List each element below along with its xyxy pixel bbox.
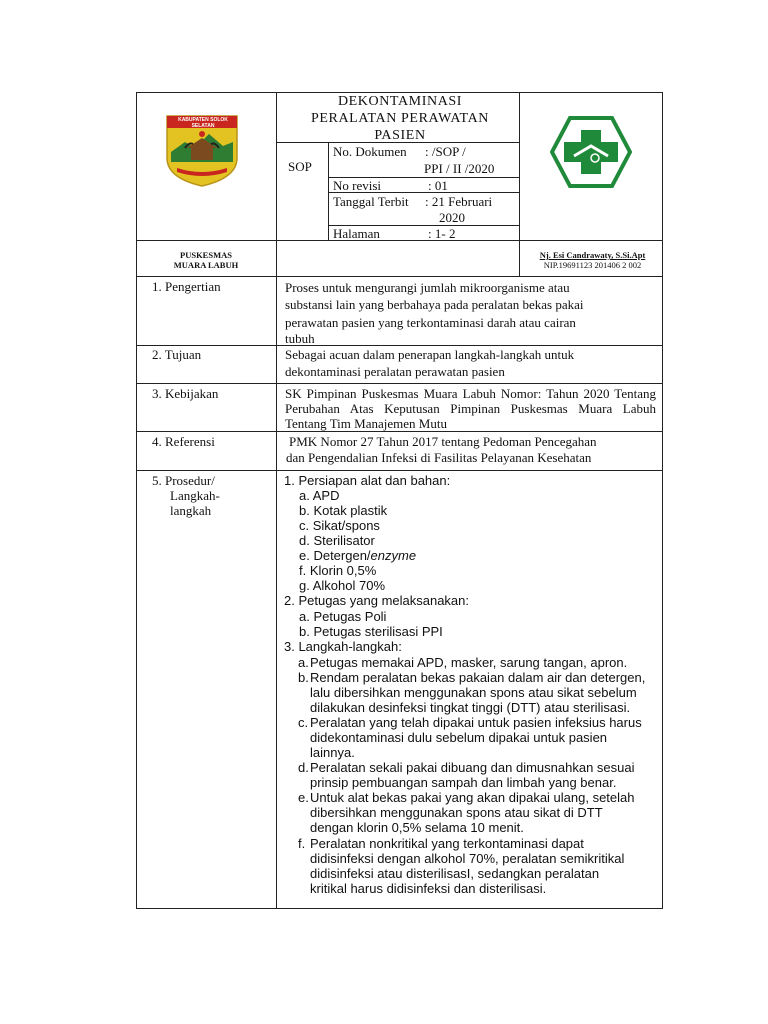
- document-title: [282, 93, 518, 144]
- pengertian-line: Proses untuk mengurangi jumlah mikroorganisme atau: [285, 280, 570, 295]
- step-line: lainnya.: [310, 745, 355, 760]
- tanggal-terbit-value-2: 2020: [439, 210, 465, 225]
- logo-caption: KABUPATEN SOLOK SELATAN: [178, 117, 228, 129]
- referensi-label: 4. Referensi: [152, 434, 215, 449]
- step-marker: c.: [298, 715, 309, 730]
- bahan-item: [299, 548, 416, 563]
- step-line: lalu dibersihkan menggunakan spons atau sikat sebelum: [310, 685, 637, 700]
- step-marker: a.: [298, 655, 309, 670]
- pengertian-label: 1. Pengertian: [152, 279, 221, 294]
- signer-nip: NIP.19691123 201406 2 002: [543, 260, 642, 270]
- bahan-item: b. Kotak plastik: [299, 503, 388, 518]
- bahan-item: a. APD: [299, 488, 340, 503]
- step-line: Peralatan nonkritikal yang terkontaminasi dapat: [310, 836, 584, 851]
- bahan-item-text: e. Detergen/: [299, 548, 371, 563]
- step-line: didekontaminasi dulu sebelum dipakai untuk pasien: [310, 730, 608, 745]
- step-line: didisinfeksi dengan alkohol 70%, peralatan semikritikal: [310, 851, 625, 866]
- halaman-value: : 1- 2: [428, 226, 456, 241]
- signer-block: [525, 250, 660, 270]
- puskesmas-title: PUSKESMAS: [180, 250, 232, 260]
- prosedur-heading-2: 2. Petugas yang melaksanakan:: [284, 593, 470, 608]
- prosedur-label-3: langkah: [170, 503, 212, 518]
- bahan-item: d. Sterilisator: [299, 533, 375, 548]
- step-line: Peralatan sekali pakai dibuang dan dimusnahkan sesuai: [310, 760, 635, 775]
- no-dokumen-label: No. Dokumen: [333, 144, 407, 159]
- enzyme-text: enzyme: [370, 548, 417, 563]
- tujuan-line: Sebagai acuan dalam penerapan langkah-langkah untuk: [285, 347, 575, 362]
- tujuan-label: 2. Tujuan: [152, 347, 202, 362]
- tanggal-terbit-value: : 21 Februari: [425, 194, 493, 209]
- step-line: Rendam peralatan bekas pakaian dalam air dan detergen,: [310, 670, 646, 685]
- step-line: dibersihkan menggunakan spons atau sikat di DTT: [310, 805, 603, 820]
- no-revisi-label: No revisi: [333, 178, 382, 193]
- puskesmas-label: [156, 250, 256, 270]
- pengertian-line: tubuh: [285, 331, 315, 346]
- sop-label: SOP: [288, 159, 312, 174]
- no-dokumen-value-2: PPI / II /2020: [424, 161, 495, 176]
- bahan-item: c. Sikat/spons: [299, 518, 380, 533]
- no-revisi-value: : 01: [428, 178, 448, 193]
- bahan-item: f. Klorin 0,5%: [299, 563, 377, 578]
- puskesmas-name: MUARA LABUH: [173, 260, 239, 270]
- kebijakan-text: SK Pimpinan Puskesmas Muara Labuh Nomor: Tahun 2020 Tentang Perubahan Atas Keputusan Pimpinan Puskesmas Muara Labuh Tentang Tim Manajemen Mutu: [285, 386, 656, 431]
- step-line: kritikal harus didisinfeksi dan disterilisasi.: [310, 881, 547, 896]
- pengertian-line: perawatan pasien yang terkontaminasi darah atau cairan: [285, 315, 576, 330]
- step-line: didisinfeksi atau disterilisasI, sedangkan peralatan: [310, 866, 600, 881]
- step-line: Petugas memakai APD, masker, sarung tangan, apron.: [310, 655, 628, 670]
- petugas-item: a. Petugas Poli: [299, 609, 387, 624]
- petugas-item: b. Petugas sterilisasi PPI: [299, 624, 443, 639]
- prosedur-heading-3: 3. Langkah-langkah:: [284, 639, 402, 654]
- prosedur-label-2: Langkah-: [170, 488, 220, 503]
- referensi-line: PMK Nomor 27 Tahun 2017 tentang Pedoman Pencegahan: [289, 434, 597, 449]
- prosedur-heading-1: 1. Persiapan alat dan bahan:: [284, 473, 451, 488]
- step-line: dilakukan desinfeksi tingkat tinggi (DTT) atau sterilisasi.: [310, 700, 631, 715]
- step-line: prinsip pembuangan sampah dan limbah yang benar.: [310, 775, 617, 790]
- no-dokumen-value: : /SOP /: [425, 144, 466, 159]
- signer-name: Nj. Esi Candrawaty, S.Si.Apt: [539, 250, 646, 260]
- pengertian-line: substansi lain yang berbahaya pada peralatan bekas pakai: [285, 297, 584, 312]
- bahan-item: g. Alkohol 70%: [299, 578, 386, 593]
- kebijakan-label: 3. Kebijakan: [152, 386, 219, 401]
- tanggal-terbit-label: Tanggal Terbit: [333, 194, 409, 209]
- halaman-label: Halaman: [333, 226, 380, 241]
- step-line: Peralatan yang telah dipakai untuk pasien infeksius harus: [310, 715, 642, 730]
- referensi-line: dan Pengendalian Infeksi di Fasilitas Pelayanan Kesehatan: [286, 450, 592, 465]
- prosedur-label-1: 5. Prosedur/: [152, 473, 215, 488]
- step-marker: e.: [298, 790, 309, 805]
- puskesmas-logo: [550, 116, 632, 188]
- title-text: DEKONTAMINASI PERALATAN PERAWATAN PASIEN: [311, 94, 489, 143]
- step-marker: b.: [298, 670, 309, 685]
- step-marker: f.: [298, 836, 306, 851]
- step-line: dengan klorin 0,5% selama 10 menit.: [310, 820, 524, 835]
- tujuan-line: dekontaminasi peralatan perawatan pasien: [285, 364, 505, 379]
- step-marker: d.: [298, 760, 309, 775]
- step-line: Untuk alat bekas pakai yang akan dipakai ulang, setelah: [310, 790, 635, 805]
